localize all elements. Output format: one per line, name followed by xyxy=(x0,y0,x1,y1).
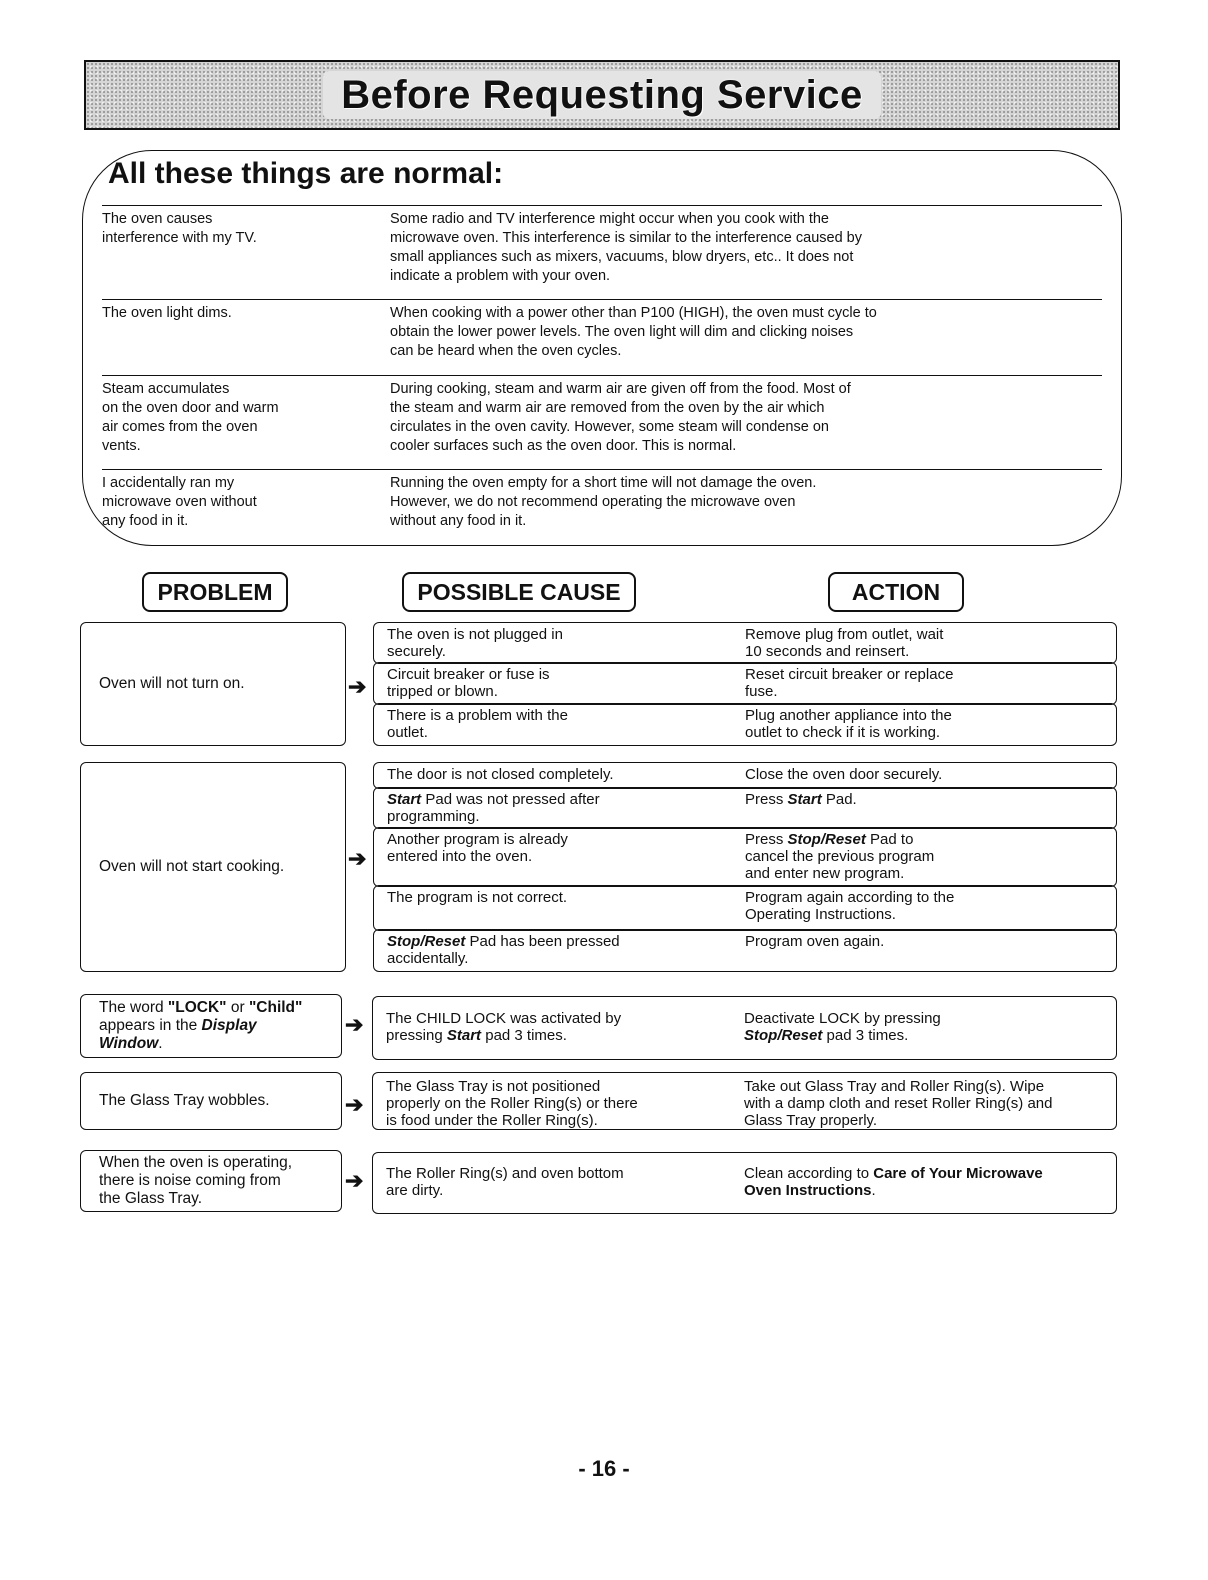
cause-prefix: The CHILD LOCK was activated by pressing xyxy=(386,1010,622,1044)
cause-text: The Roller Ring(s) and oven bottom are dirty. xyxy=(386,1165,624,1199)
problem-bold-lock: "LOCK" xyxy=(167,999,227,1016)
problem-mid: appears in the xyxy=(99,1017,198,1034)
cause-row xyxy=(373,622,1117,664)
normal-issue: The oven causes interference with my TV. xyxy=(102,211,257,246)
page-banner xyxy=(84,60,1120,130)
cause-emphasis: Start xyxy=(446,1027,482,1044)
action-text: Take out Glass Tray and Roller Ring(s). Wipe with a damp cloth and reset Roller Ring(s) and Glass Tray properly. xyxy=(744,1078,1053,1129)
cause-rest: Pad has been pressed accidentally. xyxy=(387,933,620,967)
cause-row xyxy=(373,703,1117,746)
action-text: Remove plug from outlet, wait 10 seconds and reinsert. xyxy=(745,626,944,660)
problem-box: When the oven is operating, there is noise coming from the Glass Tray. xyxy=(80,1150,342,1212)
possible-cause-header: POSSIBLE CAUSE xyxy=(402,572,636,612)
action-prefix: Press xyxy=(745,791,788,808)
problem-box: The Glass Tray wobbles. xyxy=(80,1072,342,1130)
cause-emphasis: Start xyxy=(387,791,422,808)
normal-heading: All these things are normal: xyxy=(108,157,504,190)
action-rest: pad 3 times. xyxy=(822,1027,909,1044)
cause-text xyxy=(387,933,717,967)
normal-issue: I accidentally ran my microwave oven without any food in it. xyxy=(102,475,257,529)
banner-title: Before Requesting Service xyxy=(323,71,881,119)
action-text: Program oven again. xyxy=(745,933,885,950)
action-prefix: Clean according to xyxy=(744,1165,874,1182)
arrow-right-icon: ➔ xyxy=(345,1092,364,1117)
arrow-right-icon: ➔ xyxy=(345,1012,364,1037)
action-text: Plug another appliance into the outlet to check if it is working. xyxy=(745,707,952,741)
normal-row xyxy=(102,205,1102,298)
action-prefix: Deactivate LOCK by pressing xyxy=(744,1010,941,1027)
cause-emphasis: Stop/Reset xyxy=(387,933,466,950)
action-header: ACTION xyxy=(828,572,964,612)
action-text: Close the oven door securely. xyxy=(745,766,943,783)
action-rest: Pad to cancel the previous program and enter new program. xyxy=(745,831,935,882)
normal-issue: The oven light dims. xyxy=(102,305,232,321)
action-rest: Pad. xyxy=(821,791,857,808)
problem-prefix: The word xyxy=(99,999,168,1016)
action-prefix: Press xyxy=(745,831,788,848)
cause-text: There is a problem with the outlet. xyxy=(387,707,568,741)
cause-text xyxy=(387,791,717,825)
problem-box: Oven will not turn on. xyxy=(80,622,346,746)
action-emphasis: Start xyxy=(787,791,822,808)
cause-text: The Glass Tray is not positioned properly on the Roller Ring(s) or there is food under the Roller Ring(s). xyxy=(386,1078,638,1129)
cause-text: Circuit breaker or fuse is tripped or blown. xyxy=(387,666,550,700)
normal-explanation: During cooking, steam and warm air are given off from the food. Most of the steam and warm air are removed from the oven by the air which circulates in the oven cavity. However, some steam will condense on cooler surfaces such as the oven door. This is normal. xyxy=(390,381,851,454)
cause-row xyxy=(373,827,1117,887)
action-emphasis: Stop/Reset xyxy=(787,831,866,848)
normal-row xyxy=(102,375,1102,468)
normal-issue: Steam accumulates on the oven door and warm air comes from the oven vents. xyxy=(102,381,279,454)
normal-row xyxy=(102,299,1102,374)
problem-end: . xyxy=(158,1035,163,1052)
cause-row xyxy=(373,929,1117,972)
problem-box: Oven will not start cooking. xyxy=(80,762,346,972)
cause-row xyxy=(372,1152,1117,1214)
arrow-right-icon: ➔ xyxy=(348,846,367,871)
problem-box xyxy=(80,994,342,1058)
action-bold: Care of Your Microwave Oven Instructions xyxy=(744,1165,1043,1199)
normal-row xyxy=(102,469,1102,540)
problem-bold-child: "Child" xyxy=(248,999,303,1016)
arrow-right-icon: ➔ xyxy=(345,1168,364,1193)
cause-row xyxy=(373,885,1117,931)
action-text xyxy=(745,831,1115,882)
problem-emphasis: Display Window xyxy=(99,1017,257,1052)
cause-row xyxy=(373,762,1117,789)
cause-row xyxy=(373,787,1117,829)
cause-text: Another program is already entered into the oven. xyxy=(387,831,568,865)
problem-text xyxy=(99,999,302,1053)
action-emphasis: Stop/Reset xyxy=(744,1027,823,1044)
cause-row xyxy=(372,996,1117,1060)
normal-explanation: When cooking with a power other than P100 (HIGH), the oven must cycle to obtain the lower power levels. The oven light will dim and clicking noises can be heard when the oven cycles. xyxy=(390,305,877,359)
cause-text: The door is not closed completely. xyxy=(387,766,614,783)
cause-row xyxy=(372,1072,1117,1130)
cause-row xyxy=(373,662,1117,705)
action-text: Program again according to the Operating Instructions. xyxy=(745,889,955,923)
normal-explanation: Some radio and TV interference might occur when you cook with the microwave oven. This interference is similar to the interference caused by small appliances such as mixers, vacuums, blow dryers, etc.. It does not indicate a problem with your oven. xyxy=(390,211,863,284)
action-rest: . xyxy=(871,1182,876,1199)
cause-text: The oven is not plugged in securely. xyxy=(387,626,563,660)
normal-explanation: Running the oven empty for a short time will not damage the oven. However, we do not recommend operating the microwave oven without any food in it. xyxy=(390,475,817,529)
action-text xyxy=(744,1165,1114,1199)
problem-header: PROBLEM xyxy=(142,572,288,612)
action-text xyxy=(745,791,1115,808)
action-text xyxy=(744,1010,1114,1044)
action-text: Reset circuit breaker or replace fuse. xyxy=(745,666,954,700)
arrow-right-icon: ➔ xyxy=(348,674,367,699)
page-number: - 16 - xyxy=(578,1456,630,1481)
cause-text xyxy=(386,1010,716,1044)
problem-or: or xyxy=(226,999,249,1016)
cause-rest: pad 3 times. xyxy=(481,1027,567,1044)
cause-text: The program is not correct. xyxy=(387,889,568,906)
cause-rest: Pad was not pressed after programming. xyxy=(387,791,600,825)
